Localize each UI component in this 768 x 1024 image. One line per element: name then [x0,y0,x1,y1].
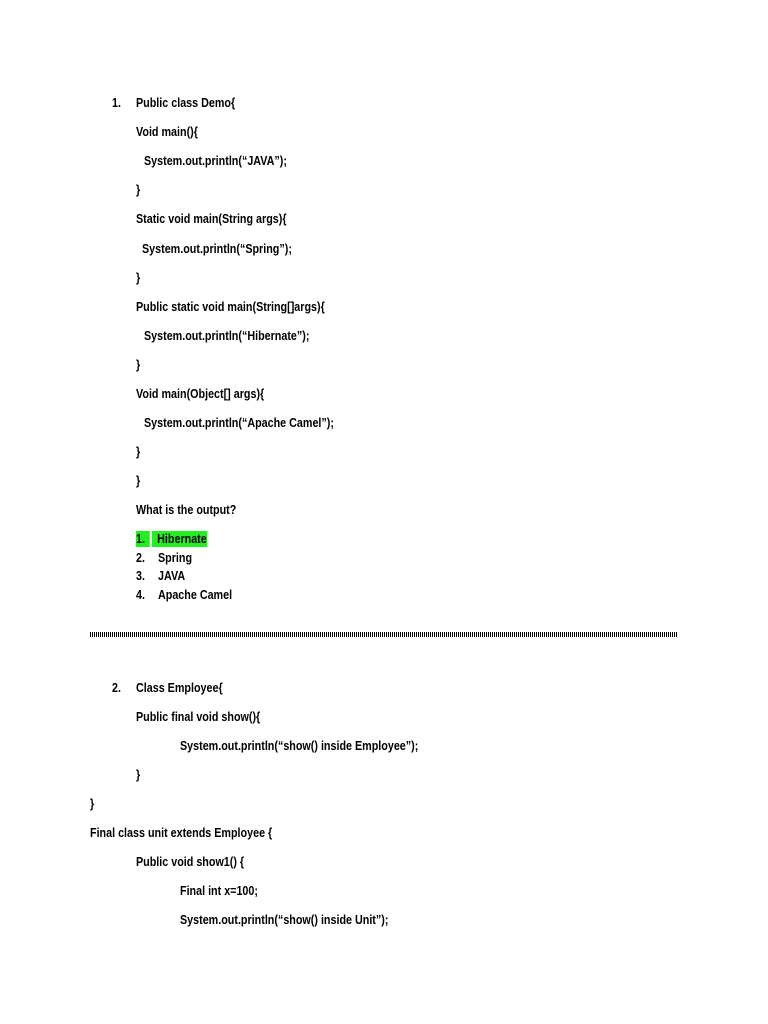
q2-number: 2. [112,681,121,695]
code-line: } [136,183,141,197]
option-text: Apache Camel [158,588,233,602]
code-line: System.out.println(“Hibernate”); [144,329,310,343]
section-divider [90,632,678,637]
code-line: } [136,358,141,372]
option-number: 2. [136,551,145,565]
code-line: } [136,445,141,459]
code-line: } [136,768,141,782]
option-number-highlighted: 1. [136,531,150,547]
code-line: Static void main(String args){ [136,212,287,226]
option-number: 3. [136,569,145,583]
q1-number: 1. [112,96,121,110]
code-line: Final class unit extends Employee { [90,826,273,840]
code-line: System.out.println(“show() inside Employee”); [180,739,419,753]
code-line: Class Employee{ [136,681,223,695]
code-line: Public void show1() { [136,855,245,869]
code-line: Void main(){ [136,125,198,139]
code-line: Public final void show(){ [136,710,261,724]
option-number: 4. [136,588,145,602]
code-line: System.out.println(“JAVA”); [144,154,287,168]
code-line: Public class Demo{ [136,96,236,110]
option-text: Spring [158,551,193,565]
code-line: Final int x=100; [180,884,258,898]
code-line: } [136,474,141,488]
option-text: JAVA [158,569,186,583]
code-line: System.out.println(“show() inside Unit”); [180,913,389,927]
option-answer-highlighted: Hibernate [152,531,207,547]
code-line: System.out.println(“Spring”); [142,242,292,256]
code-line: Void main(Object[] args){ [136,387,265,401]
code-line: } [90,797,95,811]
code-line: } [136,271,141,285]
question-prompt: What is the output? [136,503,237,517]
code-line: Public static void main(String[]args){ [136,300,325,314]
code-line: System.out.println(“Apache Camel”); [144,416,334,430]
